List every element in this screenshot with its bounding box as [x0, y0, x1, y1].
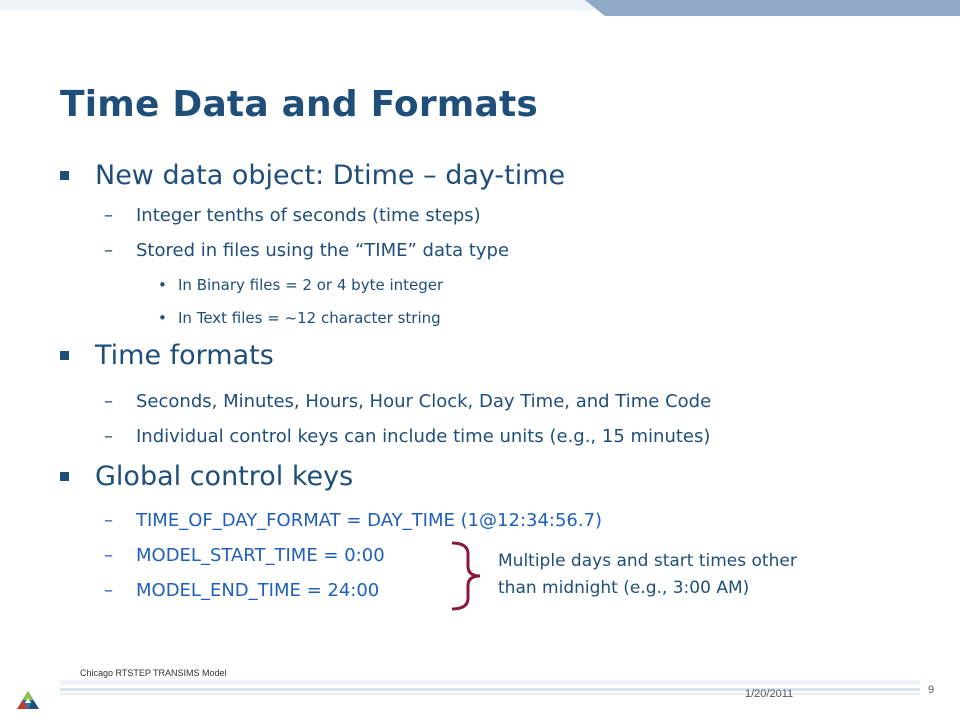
control-key-text: TIME_OF_DAY_FORMAT = DAY_TIME (1@12:34:56.7) [136, 510, 603, 531]
right-brace-icon [448, 540, 492, 612]
dash-marker: – [104, 580, 113, 601]
dash-marker: – [104, 545, 113, 566]
annotation-line-2: than midnight (e.g., 3:00 AM) [498, 578, 750, 598]
bullet-text: Global control keys [95, 461, 354, 492]
slide-title: Time Data and Formats [60, 84, 539, 125]
annotation-line-1: Multiple days and start times other [498, 551, 797, 571]
footer-date: 1/20/2011 [745, 688, 794, 700]
square-bullet-icon [60, 171, 69, 180]
dash-marker: – [104, 426, 113, 447]
square-bullet-icon [60, 351, 69, 360]
dot-marker: • [158, 309, 167, 327]
bullet-text: Time formats [95, 340, 274, 371]
footer-label: Chicago RTSTEP TRANSIMS Model [80, 668, 227, 678]
detail-text: In Text files = ~12 character string [178, 309, 441, 327]
sub-bullet-text: Individual control keys can include time units (e.g., 15 minutes) [136, 426, 711, 447]
top-decorative-band [0, 0, 960, 16]
footer-rule [0, 680, 960, 720]
dash-marker: – [104, 240, 113, 261]
dash-marker: – [104, 391, 113, 412]
page-number: 9 [928, 684, 935, 696]
triangle-logo-icon [16, 690, 40, 710]
control-key-text: MODEL_END_TIME = 24:00 [136, 580, 380, 601]
sub-bullet-text: Seconds, Minutes, Hours, Hour Clock, Day Time, and Time Code [136, 391, 712, 412]
dash-marker: – [104, 510, 113, 531]
sub-bullet-text: Integer tenths of seconds (time steps) [136, 205, 481, 226]
annotation-note [498, 548, 797, 602]
sub-bullet-text: Stored in files using the “TIME” data type [136, 240, 510, 261]
detail-text: In Binary files = 2 or 4 byte integer [178, 276, 444, 294]
control-key-text: MODEL_START_TIME = 0:00 [136, 545, 385, 566]
square-bullet-icon [60, 472, 69, 481]
dash-marker: – [104, 205, 113, 226]
bullet-text: New data object: Dtime – day-time [95, 160, 566, 191]
dot-marker: • [158, 276, 167, 294]
